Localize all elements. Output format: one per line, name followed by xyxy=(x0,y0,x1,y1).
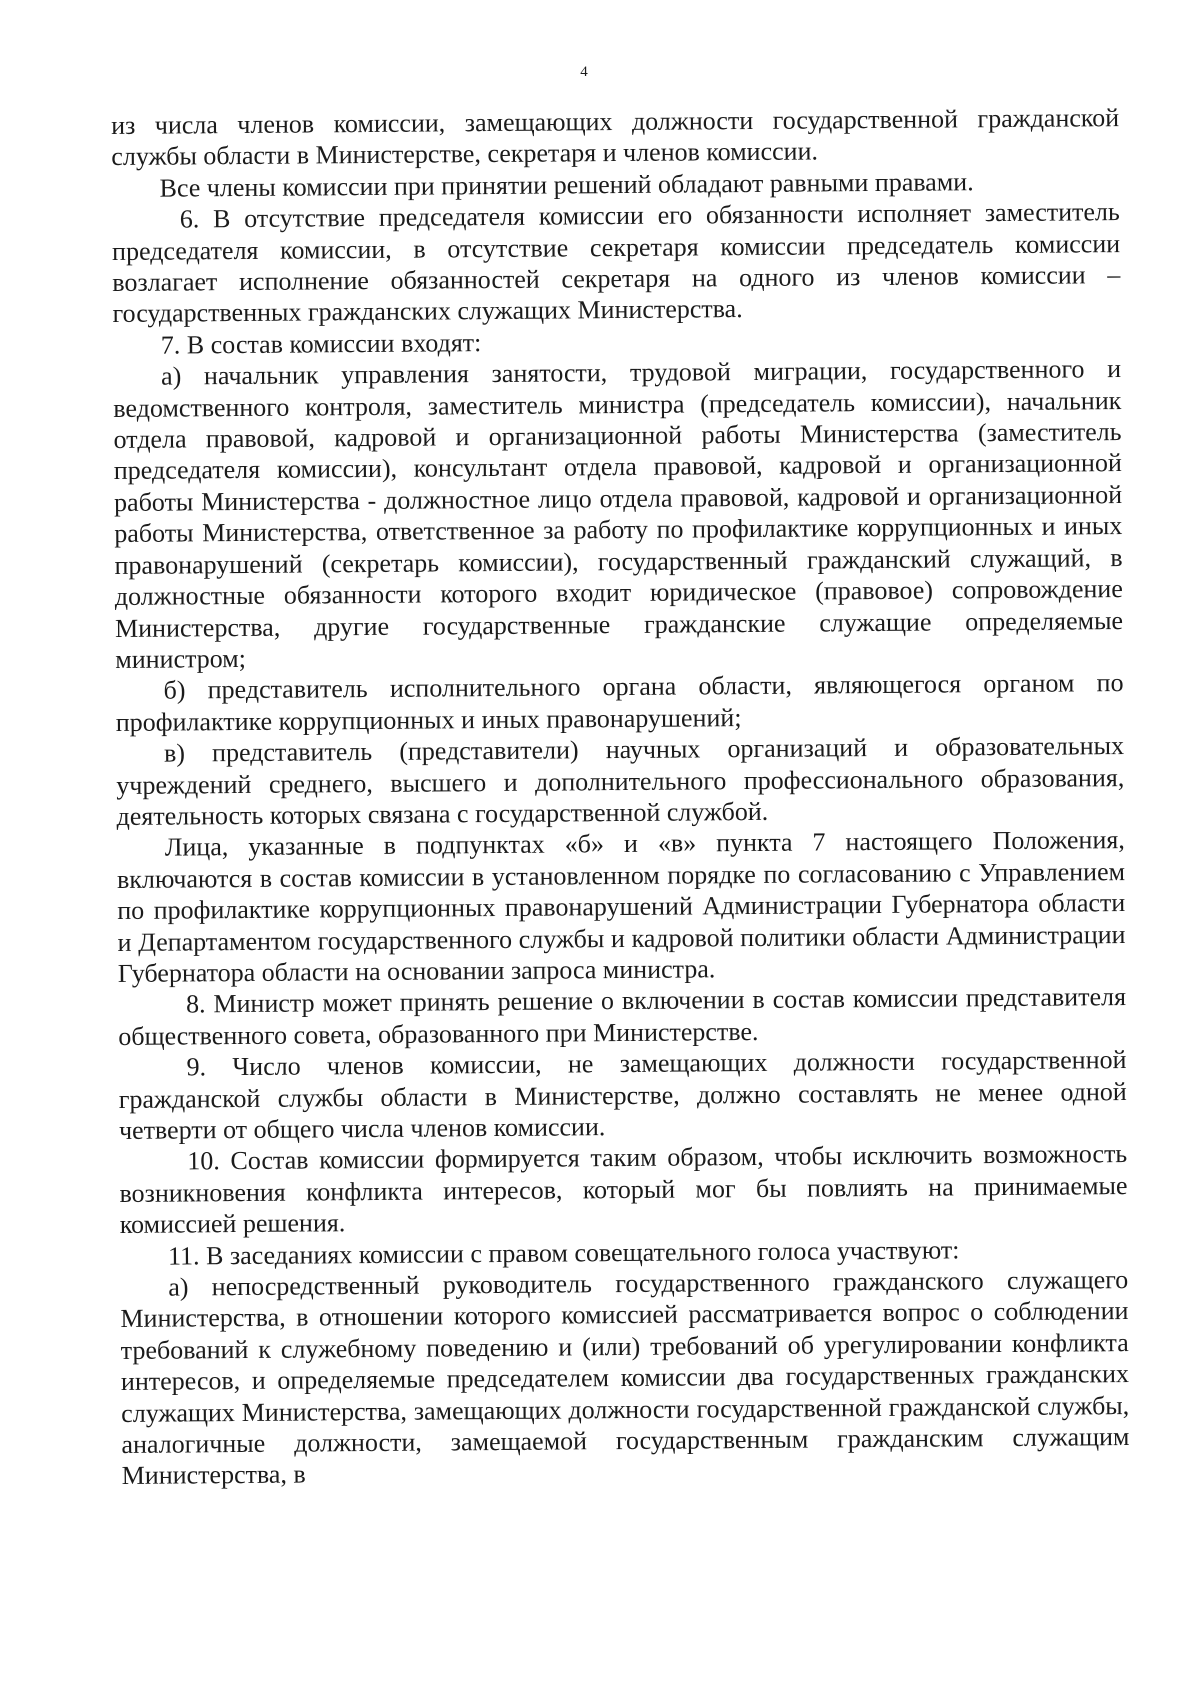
paragraph-persons: Лица, указанные в подпунктах «б» и «в» пункта 7 настоящего Положения, включаются в состав комиссии в установленном порядке по согласованию с Управлением по профилактике коррупционных правонарушений Администрации Губернатора области и Департаментом государственного службы и кадровой политики области Администрации Губернатора области на основании запроса министра. xyxy=(116,825,1126,988)
document-body xyxy=(111,102,1130,1492)
paragraph-item-7b: б) представитель исполнительного органа области, являющегося органом по профилактике коррупционных и иных правонарушений; xyxy=(115,668,1124,737)
paragraph-item-6: 6. В отсутствие председателя комиссии его обязанности исполняет заместитель председателя комиссии, в отсутствие секретаря комиссии председатель комиссии возлагает исполнение обязанностей секретаря на одного из членов комиссии – государственных гражданских служащих Министерства. xyxy=(111,197,1121,329)
paragraph-item-11: 11. В заседаниях комиссии с правом совещательного голоса участвуют: xyxy=(167,1234,960,1271)
paragraph-item-7v: в) представитель (представители) научных организаций и образовательных учреждений среднего, высшего и дополнительного профессионального образования, деятельность которых связана с государственной службой. xyxy=(116,731,1125,831)
paragraph-continuation: из числа членов комиссии, замещающих должности государственной гражданской службы области в Министерстве, секретаря и членов комиссии. xyxy=(111,103,1120,172)
paragraph-item-7a: а) начальник управления занятости, трудовой миграции, государственного и ведомственного контроля, заместитель министра (председатель комиссии), начальник отдела правовой, кадровой и организационной работы Министерства (заместитель председателя комиссии), консультант отдела правовой, кадровой и организационной работы Министерства - должностное лицо отдела правовой, кадровой и организационной работы Министерства, ответственное за работу по профилактике коррупционных и иных правонарушений (секретарь комиссии), государственный гражданский служащий, в должностные обязанности которого входит юридическое (правовое) сопровождение Министерства, другие государственные гражданские служащие определяемые министром; xyxy=(113,354,1124,674)
page-number: 4 xyxy=(580,64,588,80)
paragraph-item-10: 10. Состав комиссии формируется таким образом, чтобы исключить возможность возникновения конфликта интересов, который мог бы повлиять на принимаемые комиссией решения. xyxy=(119,1139,1128,1240)
paragraph-item-7: 7. В состав комиссии входят: xyxy=(160,327,482,360)
paragraph-item-9: 9. Число членов комиссии, не замещающих должности государственной гражданской службы области в Министерстве, должно составлять не менее одной четверти от общего числа членов комиссии. xyxy=(118,1045,1127,1145)
paragraph-item-8: 8. Министр может принять решение о включении в состав комиссии представителя общественного совета, образованного при Министерстве. xyxy=(118,982,1127,1051)
paragraph-item-11a: а) непосредственный руководитель государственного гражданского служащего Министерства, в отношении которого комиссией рассматривается вопрос о соблюдении требований к служебному поведению и (или) требований об урегулировании конфликта интересов, и определяемые председателем комиссии два государственных гражданских служащих Министерства, замещающих должности государственной гражданской службы, аналогичные должности, замещаемой государственным гражданским служащим Министерства, в xyxy=(120,1265,1130,1491)
paragraph-equal-rights: Все члены комиссии при принятии решений обладают равными правами. xyxy=(159,167,974,203)
